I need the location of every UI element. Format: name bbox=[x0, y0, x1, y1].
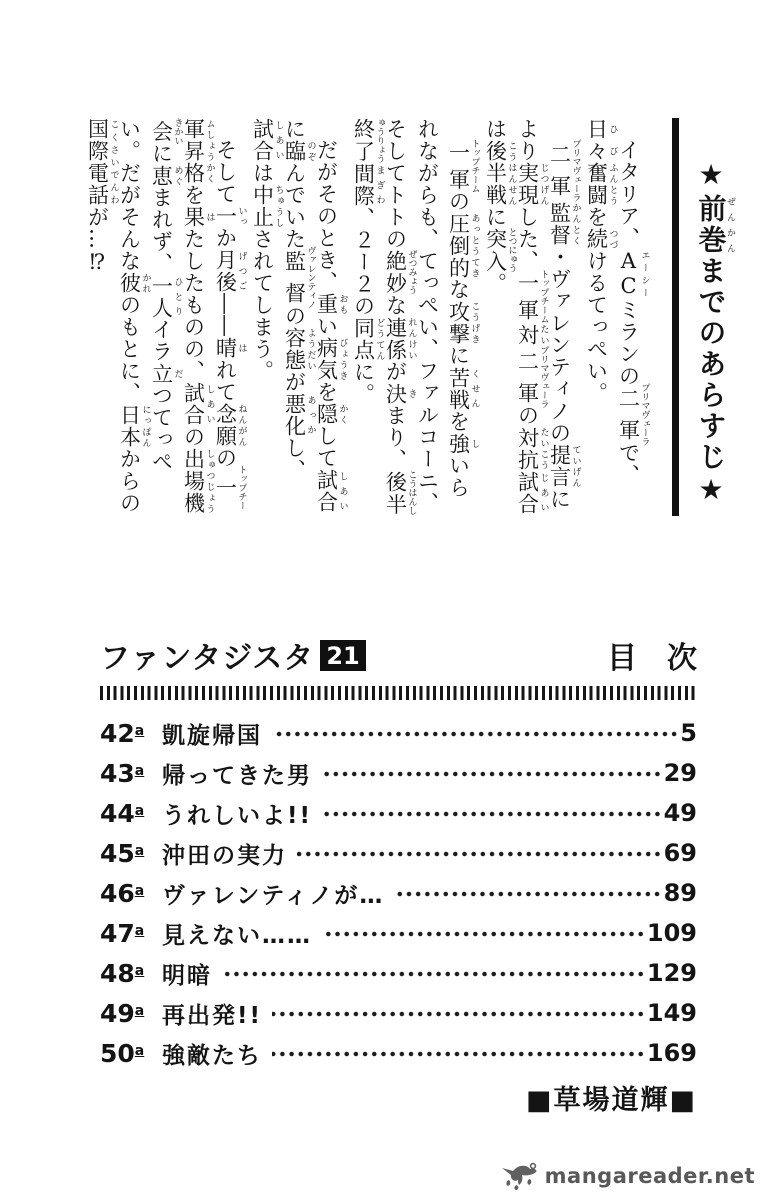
chapter-row bbox=[100, 873, 697, 913]
dot-leader bbox=[297, 850, 663, 858]
dot-leader bbox=[322, 810, 663, 818]
chapter-page-number: 49 bbox=[663, 799, 697, 827]
chapter-title: 沖田の実力 bbox=[162, 842, 287, 869]
chapter-number: 42$^a$ bbox=[100, 718, 145, 748]
chapter-ordinal: a bbox=[134, 722, 145, 739]
site-watermark bbox=[500, 1161, 755, 1191]
index-label: 目 次 bbox=[607, 641, 697, 676]
chapter-ordinal: a bbox=[134, 842, 145, 859]
chapter-title: 凱旋帰国 bbox=[162, 722, 262, 749]
chapter-number: 47$^a$ bbox=[100, 918, 145, 948]
synopsis-paragraph: 一軍 トップチームの圧倒的 あっとうてきな攻撃 こうげきに苦戦 くせんを強 しいられながらも、てっぺい、ファルコーニ、そしてトトの絶妙 ぜつみょうな連係 れんけいが決 きまり、後半終了こうはんしゅうりょう間際 まぎわ、２ー２の同点 どうてんに。 bbox=[351, 118, 480, 516]
chapter-ordinal: a bbox=[134, 762, 145, 779]
author-credit: ■草場道輝■ bbox=[525, 1085, 697, 1116]
chapter-page-number: 69 bbox=[663, 839, 697, 867]
synopsis-paragraph: だがそのとき、重 おもい病気 びょうきを隠 かくして試合 しあいに臨 のぞんでいた監督 ヴァレンティノの容態 ようだいが悪化 あっかし、試合 しあいは中止 ちゅうしされてしまう。 bbox=[250, 118, 348, 513]
chapter-ordinal: a bbox=[134, 962, 145, 979]
synopsis-paragraph: イタリア、AC エーシーミランの二軍 プリマヴェーラで、日々 ひび奮闘 ふんとうを続 つづけるてっぺい。 bbox=[584, 118, 650, 486]
synopsis-paragraph: 二軍 プリマヴェーラ監督 かんとく・ヴァレンティノの提言 ていげんにより実現 じつげんした、一軍 トップチーム対 たい二軍 プリマヴェーラの対抗 たいこう試合 じあいは後半戦 こうはんせんに突入 とつにゅう。 bbox=[483, 118, 581, 515]
chapter-list bbox=[100, 713, 697, 1073]
chapter-row bbox=[100, 913, 697, 953]
synopsis-body-text bbox=[82, 118, 650, 516]
chapter-page-number: 89 bbox=[663, 879, 697, 907]
chapter-title: ヴァレンティノが… bbox=[162, 882, 385, 909]
chapter-page-number: 29 bbox=[663, 759, 697, 787]
dot-leader bbox=[394, 890, 662, 898]
chapter-page-number: 169 bbox=[646, 1039, 697, 1067]
chapter-number: 49$^a$ bbox=[100, 998, 145, 1028]
chapter-number: 46$^a$ bbox=[100, 878, 145, 908]
chapter-number: 43$^a$ bbox=[100, 758, 145, 788]
watermark-text: mangareader.net bbox=[544, 1164, 755, 1188]
series-title: ファンタジスタ bbox=[100, 641, 315, 676]
chapter-title: 見えない…… bbox=[162, 922, 312, 949]
chapter-row bbox=[100, 993, 697, 1033]
dot-leader bbox=[272, 1050, 646, 1058]
chapter-title: うれしいよ!! bbox=[162, 802, 312, 829]
chapter-page-number: 149 bbox=[646, 999, 697, 1027]
volume-badge: 21 bbox=[320, 640, 365, 671]
synopsis-paragraph: そして一 いっか月後 げつご――晴 はれて念願 ねんがんの一軍昇格トップチームしょうかくを果 はたしたものの、試合 しあいの出場機会しゅつじょうきかいに恵 めぐまれず、一人 ひとりイラ立 だつてっぺい。だがそんな彼 かれのもとに、日本 にっぽんからの国際電話 こくさいでんわが…⁉ bbox=[85, 118, 247, 514]
chapter-ordinal: a bbox=[134, 882, 145, 899]
chapter-row bbox=[100, 953, 697, 993]
dot-leader bbox=[272, 730, 679, 738]
chapter-row bbox=[100, 753, 697, 793]
chapter-row bbox=[100, 1033, 697, 1073]
chapter-number: 45$^a$ bbox=[100, 838, 145, 868]
chapter-row bbox=[100, 833, 697, 873]
vertical-divider-bar bbox=[672, 118, 679, 516]
chapter-ordinal: a bbox=[134, 1042, 145, 1059]
chapter-ordinal: a bbox=[134, 802, 145, 819]
chapter-ordinal: a bbox=[134, 1002, 145, 1019]
chapter-title: 強敵たち bbox=[162, 1042, 262, 1069]
chapter-row bbox=[100, 793, 697, 833]
chapter-title: 明暗 bbox=[162, 962, 212, 989]
chapter-title: 再出発!! bbox=[162, 1002, 262, 1029]
synopsis-section bbox=[82, 118, 736, 516]
chapter-page-number: 109 bbox=[646, 919, 697, 947]
chapter-ordinal: a bbox=[134, 922, 145, 939]
chapter-page-number: 129 bbox=[646, 959, 697, 987]
chapter-number: 50$^a$ bbox=[100, 1038, 145, 1068]
chapter-page-number: 5 bbox=[680, 719, 697, 747]
striped-divider bbox=[100, 686, 697, 700]
table-of-contents bbox=[100, 633, 697, 1073]
mangareader-logo-icon bbox=[500, 1161, 542, 1191]
chapter-number: 48$^a$ bbox=[100, 958, 145, 988]
toc-header bbox=[100, 633, 697, 677]
dot-leader bbox=[322, 930, 646, 938]
chapter-number: 44$^a$ bbox=[100, 798, 145, 828]
dot-leader bbox=[272, 1010, 646, 1018]
chapter-title: 帰ってきた男 bbox=[162, 762, 312, 789]
dot-leader bbox=[322, 770, 663, 778]
chapter-row bbox=[100, 713, 697, 753]
synopsis-header: ★前巻ぜんかんまでのあらすじ★ bbox=[694, 158, 735, 509]
dot-leader bbox=[222, 970, 646, 978]
